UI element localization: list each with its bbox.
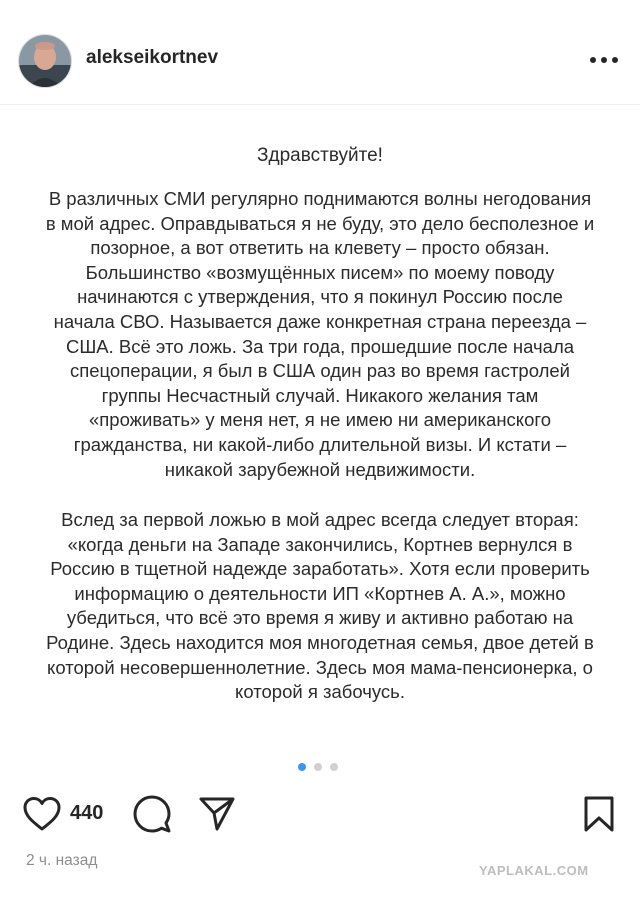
paragraph-line: «когда деньги на Западе закончились, Кортнев вернулся в xyxy=(67,533,573,555)
paragraph-line: начала СВО. Называется даже конкретная страна переезда – xyxy=(53,310,587,332)
post-timestamp: 2 ч. назад xyxy=(26,852,98,869)
paragraph-1 xyxy=(20,187,620,482)
carousel-indicator xyxy=(298,763,344,773)
paragraph-line: которой я забочусь. xyxy=(235,681,405,703)
likes-count[interactable]: 440 xyxy=(70,802,104,824)
paragraph-line: спецоперации, я был в США один раз во время гастролей xyxy=(69,360,571,382)
post-header xyxy=(0,0,640,105)
paragraph-line: США. Всё это ложь. За три года, прошедшие после начала xyxy=(65,335,575,357)
paragraph-line: Родине. Здесь находится моя многодетная семья, двое детей в xyxy=(46,631,594,653)
paragraph-line: информацию о деятельности ИП «Кортнев А. А.», можно xyxy=(74,582,566,604)
paragraph-line: позорное, а вот ответить на клевету – просто обязан. xyxy=(90,237,550,259)
carousel-dot[interactable] xyxy=(330,763,338,771)
paragraph-line: гражданства, ни какой-либо длительной визы. И кстати – xyxy=(73,433,567,455)
post-image[interactable] xyxy=(0,105,640,777)
watermark: YAPLAKAL.COM xyxy=(479,863,589,878)
action-bar xyxy=(0,790,640,838)
greeting-text: Здравствуйте! xyxy=(257,145,383,166)
paragraph-line: Вслед за первой ложью в мой адрес всегда следует вторая: xyxy=(61,509,579,530)
avatar[interactable] xyxy=(18,34,72,88)
paragraph-line: в мой адрес. Оправдываться я не буду, это дело бесполезное и xyxy=(45,212,595,234)
paragraph-line: начинаются с утверждения, что я покинул Россию после xyxy=(77,286,563,308)
more-horizontal-icon[interactable] xyxy=(586,50,622,70)
paragraph-line: Россию в тщетной надежде заработать». Хотя если проверить xyxy=(50,558,590,580)
avatar-photo-icon xyxy=(19,35,71,87)
paragraph-2 xyxy=(20,508,620,705)
paragraph-line: убедиться, что всё это время я живу и активно работаю на xyxy=(66,607,574,629)
carousel-dot[interactable] xyxy=(298,763,306,771)
username[interactable]: alekseikortnev xyxy=(86,47,219,68)
heart-icon[interactable] xyxy=(22,796,62,837)
carousel-dot[interactable] xyxy=(314,763,322,771)
comment-icon[interactable] xyxy=(132,794,172,839)
paragraph-line: «проживать» у меня нет, я не имею ни американского xyxy=(88,409,552,431)
paragraph-line: никакой зарубежной недвижимости. xyxy=(164,458,476,480)
paragraph-line: Большинство «возмущённых писем» по моему поводу xyxy=(85,261,555,283)
bookmark-icon[interactable] xyxy=(583,795,615,838)
send-icon[interactable] xyxy=(198,796,236,837)
paragraph-line: которой несовершеннолетние. Здесь моя мама-пенсионерка, о xyxy=(47,656,593,678)
paragraph-line: В различных СМИ регулярно поднимаются волны негодования xyxy=(48,188,592,209)
paragraph-line: группы Несчастный случай. Никакого желания там xyxy=(101,384,539,406)
